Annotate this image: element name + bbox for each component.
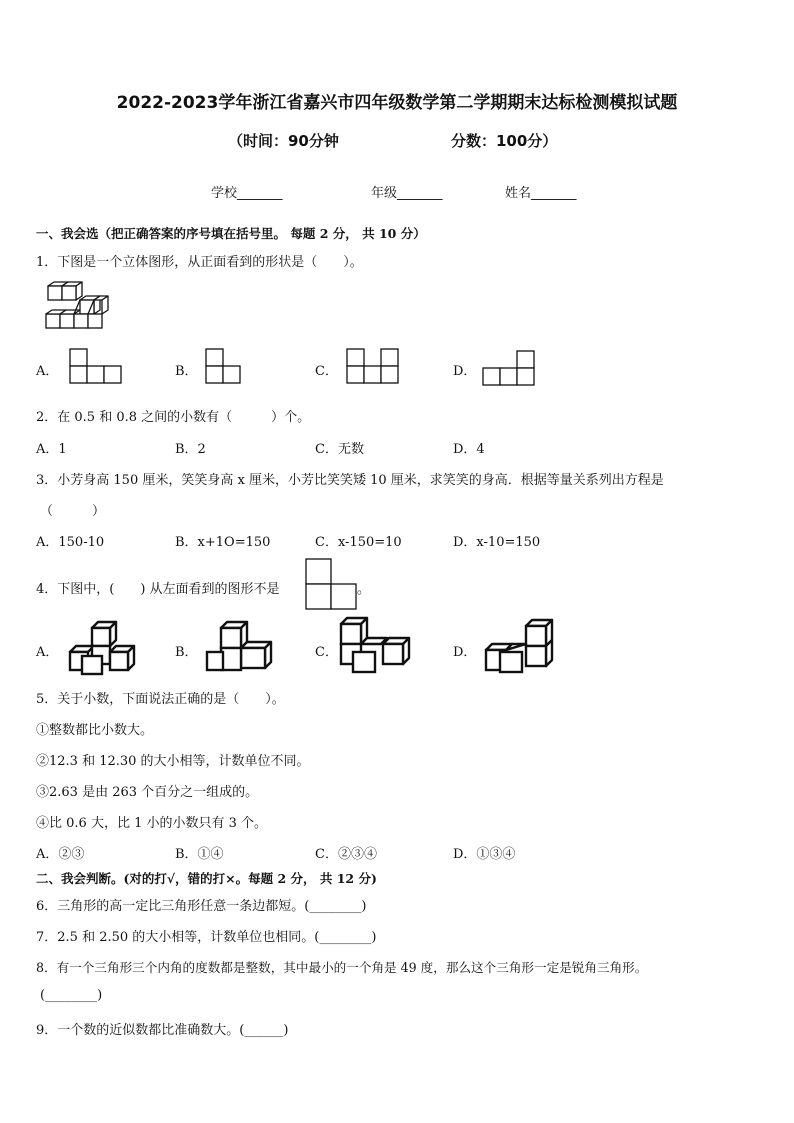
question-3: 3．小芳身高 150 厘米，笑笑身高 x 厘米，小芳比笑笑矮 10 厘米，求笑笑的身高．根据等量关系列出方程是 <box>36 473 664 488</box>
exam-time: （时间：90分钟 <box>228 132 339 150</box>
section-1-heading: 一、我会选（把正确答案的序号填在括号里。 每题 2 分， 共 10 分） <box>36 226 426 241</box>
exam-score: 分数：100分） <box>451 132 558 150</box>
grade-field: 年级_______ <box>371 186 443 201</box>
q5-statement-4: ④比 0.6 大，比 1 小的小数只有 3 个。 <box>36 816 268 831</box>
q1-option-c-view <box>346 348 400 384</box>
q3-option-b[interactable]: B．x+1O=150 <box>175 535 271 550</box>
q2-option-a[interactable]: A．1 <box>36 442 67 457</box>
name-field: 姓名_______ <box>505 186 577 201</box>
question-1: 1．下图是一个立体图形，从正面看到的形状是（ ）。 <box>36 255 363 270</box>
school-field: 学校_______ <box>211 186 283 201</box>
exam-title: 2022-2023学年浙江省嘉兴市四年级数学第二学期期末达标检测模拟试题 <box>116 93 678 113</box>
q4-option-c-solid <box>339 618 413 674</box>
q5-option-a[interactable]: A．②③ <box>36 847 85 862</box>
question-9: 9．一个数的近似数都比准确数大。(______) <box>36 1023 289 1038</box>
q1-option-d-view <box>482 350 536 386</box>
section-2-heading: 二、我会判断。(对的打√，错的打×。每题 2 分， 共 12 分) <box>36 871 377 886</box>
q5-statement-3: ③2.63 是由 263 个百分之一组成的。 <box>36 785 259 800</box>
q4-option-a[interactable]: A． <box>36 645 59 660</box>
q1-option-a[interactable]: A． <box>36 364 59 379</box>
q4-option-d-solid <box>482 618 556 674</box>
q2-option-c[interactable]: C．无数 <box>315 442 364 457</box>
q5-option-c[interactable]: C．②③④ <box>315 847 377 862</box>
q5-option-b[interactable]: B．①④ <box>175 847 224 862</box>
q1-solid-figure <box>44 282 110 330</box>
q3-option-d[interactable]: D．x-10=150 <box>453 535 541 550</box>
q1-option-d[interactable]: D． <box>453 364 477 379</box>
question-4: 4．下图中，( ) 从左面看到的图形不是 <box>36 582 280 597</box>
q1-option-b-view <box>205 348 243 384</box>
q5-statement-1: ①整数都比小数大。 <box>36 723 154 738</box>
q1-option-c[interactable]: C． <box>315 364 338 379</box>
q4-option-b-solid <box>205 622 277 674</box>
q2-option-b[interactable]: B．2 <box>175 442 206 457</box>
question-5: 5．关于小数，下面说法正确的是（ ）。 <box>36 692 285 707</box>
question-8-blank[interactable]: (________) <box>40 988 103 1003</box>
q4-option-a-solid <box>68 620 140 676</box>
question-6: 6．三角形的高一定比三角形任意一条边都短。(________) <box>36 899 367 914</box>
q2-option-d[interactable]: D．4 <box>453 442 485 457</box>
q4-option-d[interactable]: D． <box>453 645 477 660</box>
question-8: 8．有一个三角形三个内角的度数都是整数，其中最小的一个角是 49 度，那么这个三角形一定是锐角三角形。 <box>36 960 648 975</box>
q3-option-c[interactable]: C．x-150=10 <box>315 535 402 550</box>
q3-option-a[interactable]: A．150-10 <box>36 535 105 550</box>
q5-statement-2: ②12.3 和 12.30 的大小相等，计数单位不同。 <box>36 754 310 769</box>
q4-option-c[interactable]: C． <box>315 645 338 660</box>
q5-option-d[interactable]: D．①③④ <box>453 847 516 862</box>
question-7: 7．2.5 和 2.50 的大小相等，计数单位也相同。(________) <box>36 930 377 945</box>
question-4-end: 。 <box>357 582 371 597</box>
question-2: 2．在 0.5 和 0.8 之间的小数有（ ）个。 <box>36 410 311 425</box>
question-3-blank[interactable]: （ ） <box>40 504 106 519</box>
q4-left-view-shape <box>305 558 357 612</box>
q1-option-a-view <box>69 348 123 384</box>
q1-option-b[interactable]: B． <box>175 364 198 379</box>
q4-option-b[interactable]: B． <box>175 645 198 660</box>
